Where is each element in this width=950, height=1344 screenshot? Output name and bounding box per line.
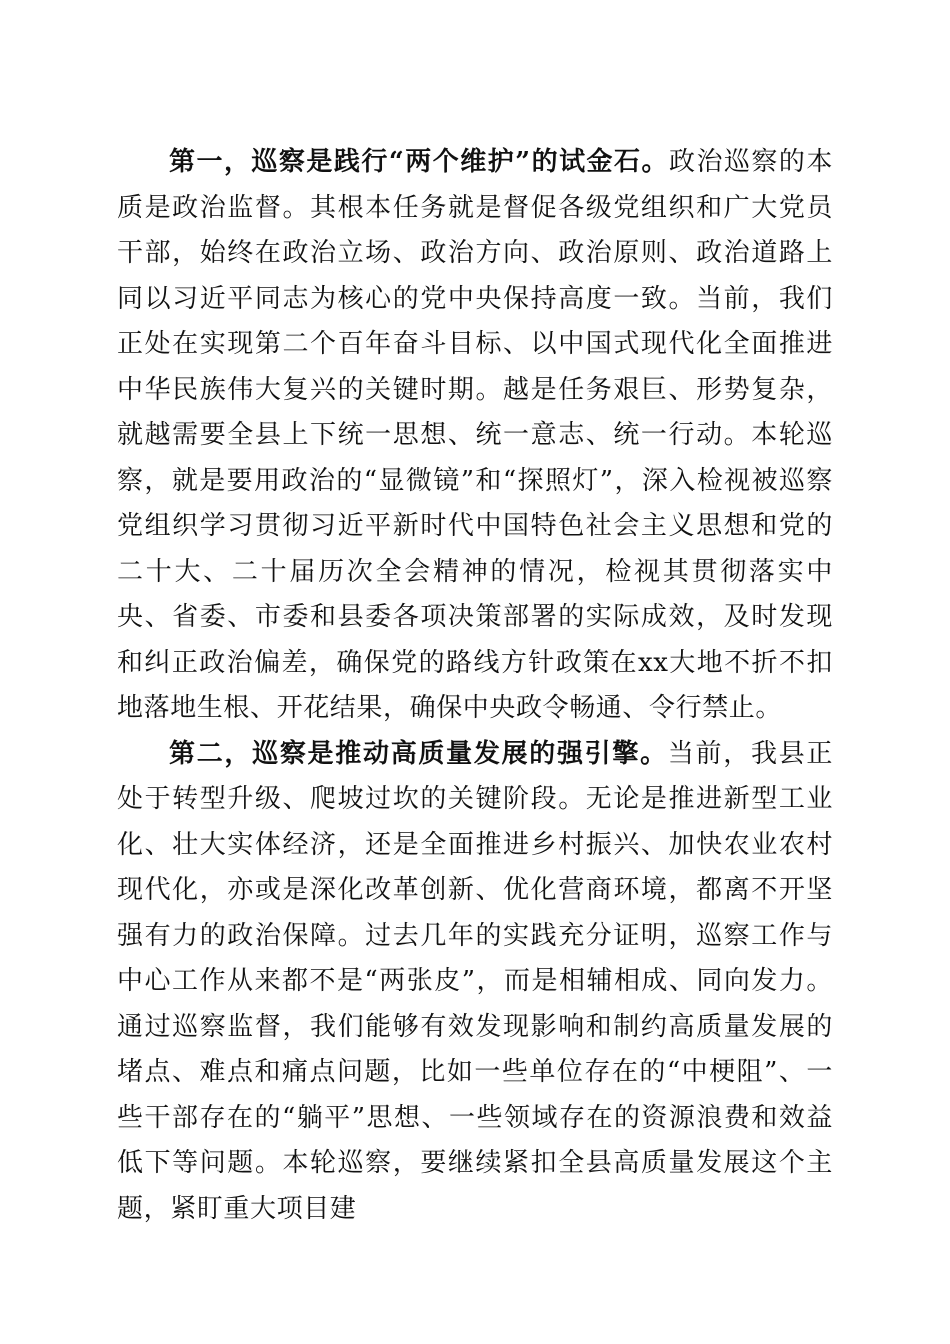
document-page	[117, 140, 833, 1232]
paragraph-second-lead: 第二，巡察是推动高质量发展的强引擎。	[169, 738, 668, 769]
paragraph-second-body: 当前，我县正处于转型升级、爬坡过坎的关键阶段。无论是推进新型工业化、壮大实体经济，还是全面推进乡村振兴、加快农业农村现代化，亦或是深化改革创新、优化营商环境，都离不开坚强有力的政治保障。过去几年的实践充分证明，巡察工作与中心工作从来都不是“两张皮”，而是相辅相成、同向发力。通过巡察监督，我们能够有效发现影响和制约高质量发展的堵点、难点和痛点问题，比如一些单位存在的“中梗阻”、一些干部存在的“躺平”思想、一些领域存在的资源浪费和效益低下等问题。本轮巡察，要继续紧扣全县高质量发展这个主题，紧盯重大项目建	[117, 738, 833, 1224]
paragraph-first-body: 政治巡察的本质是政治监督。其根本任务就是督促各级党组织和广大党员干部，始终在政治立场、政治方向、政治原则、政治道路上同以习近平同志为核心的党中央保持高度一致。当前，我们正处在实现第二个百年奋斗目标、以中国式现代化全面推进中华民族伟大复兴的关键时期。越是任务艰巨、形势复杂，就越需要全县上下统一思想、统一意志、统一行动。本轮巡察，就是要用政治的“显微镜”和“探照灯”，深入检视被巡察党组织学习贯彻习近平新时代中国特色社会主义思想和党的二十大、二十届历次全会精神的情况，检视其贯彻落实中央、省委、市委和县委各项决策部署的实际成效，及时发现和纠正政治偏差，确保党的路线方针政策在xx大地不折不扣地落地生根、开花结果，确保中央政令畅通、令行禁止。	[117, 147, 833, 723]
paragraph-second	[117, 732, 833, 1233]
paragraph-first-lead: 第一，巡察是践行“两个维护”的试金石。	[169, 147, 669, 177]
paragraph-first	[117, 140, 833, 732]
